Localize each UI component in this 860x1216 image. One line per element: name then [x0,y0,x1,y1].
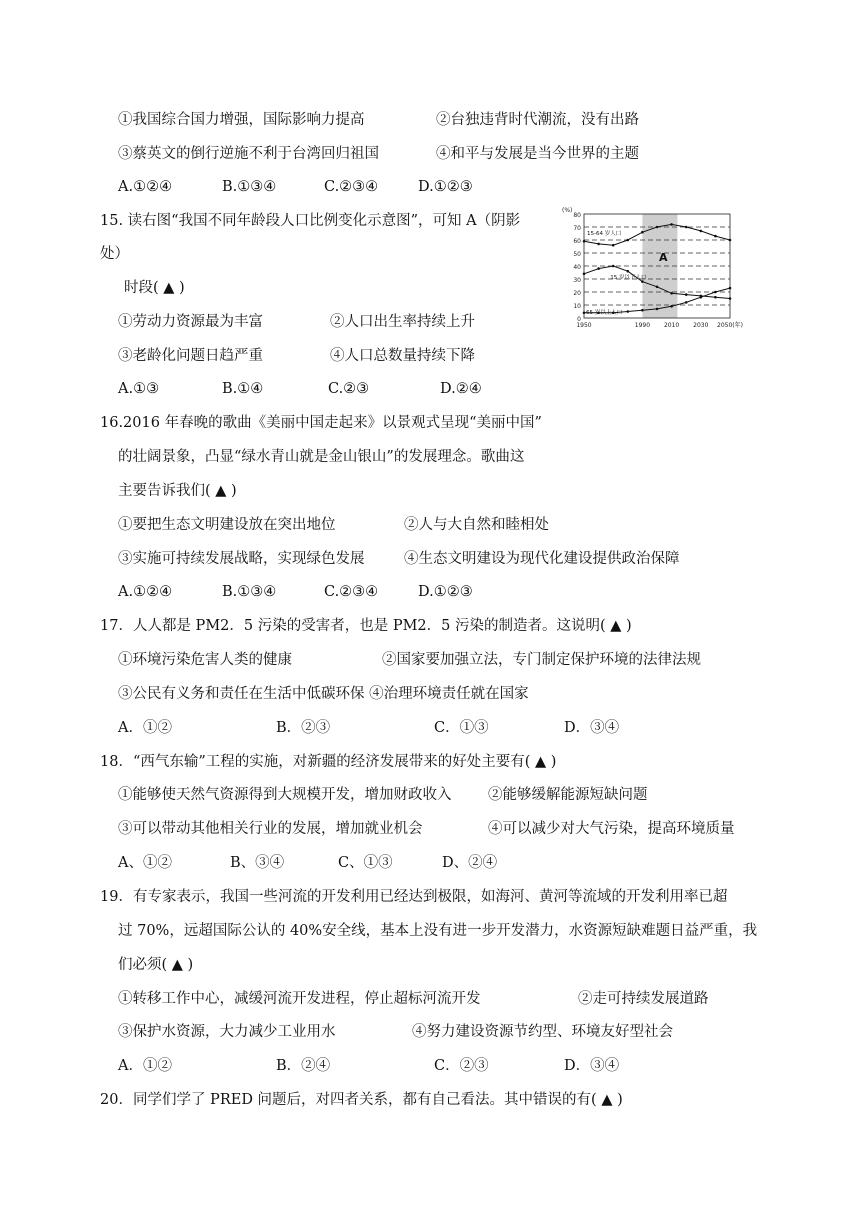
q14-option-3: ③蔡英文的倒行逆施不利于台湾回归祖国 [118,146,379,162]
series-label-over-65: 65 岁以上人口 [586,310,623,317]
q18-stem: 18．“西气东输”工程的实施，对新疆的经济发展带来的好处主要有( ▲ ) [100,754,557,770]
q15-choice-b: B.①④ [222,381,264,397]
q18-option-4: ④可以减少对大气污染，提高环境质量 [488,821,735,837]
q19-stem-end: 们必须( ▲ ) [118,957,194,973]
q16-option-2: ②人与大自然和睦相处 [404,517,549,533]
q19-option-4: ④努力建设资源节约型、环境友好型社会 [412,1024,673,1040]
q16-option-1: ①要把生态文明建设放在突出地位 [118,517,336,533]
series-point [641,309,644,312]
q17-option-1: ①环境污染危害人类的健康 [118,652,292,668]
x-tick-label: 1990 [634,322,651,329]
q16-option-3: ③实施可持续发展战略，实现绿色发展 [118,551,365,567]
shaded-label-a: A [659,250,668,264]
q17-choice-d: D．③④ [564,720,620,736]
q18-choice-b: B、③④ [230,855,285,871]
series-point [656,308,659,311]
series-point [729,297,732,300]
q19-option-1: ①转移工作中心，减缓河流开发进程，停止超标河流开发 [118,991,481,1007]
q17-choice-a: A．①② [118,720,172,736]
y-tick-label: 10 [573,303,581,310]
series-point [656,226,659,229]
y-axis-label: (%) [562,207,573,214]
q15-choice-a: A.①③ [118,381,160,397]
series-point [700,296,703,299]
series-point [729,239,732,242]
series-point [583,312,586,315]
q18-option-3: ③可以带动其他相关行业的发展，增加就业机会 [118,821,423,837]
y-tick-label: 70 [573,225,581,232]
q19-choice-d: D．③④ [564,1058,620,1074]
series-point [627,239,630,242]
x-tick-label: 1950 [576,322,592,329]
q18-option-1: ①能够使天然气资源得到大规模开发，增加财政收入 [118,787,452,803]
q19-option-2: ②走可持续发展道路 [578,991,709,1007]
series-point [583,240,586,243]
q14-choice-c: C.②③④ [324,179,379,195]
q15-option-1: ①劳动力资源最为丰富 [118,314,263,330]
q14-choice-b: B.①③④ [222,179,277,195]
q16-choice-c: C.②③④ [324,584,379,600]
q16-option-4: ④生态文明建设为现代化建设提供政治保障 [404,551,680,567]
series-point [729,287,732,290]
q17-stem: 17．人人都是 PM2．5 污染的受害者，也是 PM2．5 污染的制造者。这说明( ▲ ) [100,618,632,634]
series-label-15-64: 15-64 岁人口 [587,230,622,237]
series-point [670,305,673,308]
q14-option-1: ①我国综合国力增强，国际影响力提高 [118,112,365,128]
y-tick-label: 40 [573,264,581,271]
q15-choice-c: C.②③ [328,381,370,397]
series-point [685,226,688,229]
q15-stem: 15. 读右图“我国不同年龄段人口比例变化示意图”，可知 A（阴影 [100,213,521,229]
q15-stem-end: 时段( ▲ ) [124,280,185,296]
q19-choice-a: A．①② [118,1058,172,1074]
series-point [627,270,630,273]
q15-option-4: ④人口总数量持续下降 [330,348,475,364]
q17-choice-b: B．②③ [276,720,331,736]
q16-choice-a: A.①②④ [118,584,173,600]
q14-option-4: ④和平与发展是当今世界的主题 [436,146,639,162]
q17-option-3-4: ③公民有义务和责任在生活中低碳环保 ④治理环境责任就在国家 [118,686,529,702]
y-tick-label: 50 [573,251,581,258]
series-point [612,244,615,247]
x-tick-label: 2010 [663,322,680,329]
series-point [685,301,688,304]
x-tick-label: 2050(年) [717,322,743,329]
series-point [714,235,717,238]
y-tick-label: 30 [573,277,581,284]
series-point [685,293,688,296]
q19-stem: 19．有专家表示，我国一些河流的开发利用已经达到极限，如海河、黄河等流域的开发利用率已超 [100,889,728,905]
series-point [597,243,600,246]
series-point [583,273,586,276]
series-label-under-15: 15 岁以下人口 [610,275,647,281]
q18-choice-d: D、②④ [442,855,498,871]
q18-option-2: ②能够缓解能源短缺问题 [488,787,648,803]
q14-choice-a: A.①②④ [118,179,173,195]
y-tick-label: 20 [573,290,581,297]
series-point [714,291,717,294]
series-point [700,230,703,233]
q14-option-2: ②台独违背时代潮流，没有出路 [436,112,639,128]
series-point [612,265,615,268]
series-point [714,296,717,299]
q15-option-2: ②人口出生率持续上升 [330,314,475,330]
q19-choice-c: C．②③ [434,1058,489,1074]
y-tick-label: 80 [573,212,581,219]
q18-choice-c: C、①③ [338,855,393,871]
q17-choice-c: C．①③ [434,720,489,736]
y-tick-label: 60 [573,238,581,245]
series-point [597,267,600,270]
series-point [656,286,659,289]
q19-option-3: ③保护水资源，大力减少工业用水 [118,1024,336,1040]
q16-stem-cont: 的壮阔景象，凸显“绿水青山就是金山银山”的发展理念。歌曲这 [118,449,525,465]
population-ratio-chart [560,204,856,332]
q17-option-2: ②国家要加强立法，专门制定保护环境的法律法规 [382,652,701,668]
q14-choice-d: D.①②③ [418,179,473,195]
q16-choice-d: D.①②③ [418,584,473,600]
q15-option-3: ③老龄化问题日趋严重 [118,348,263,364]
q16-stem-end: 主要告诉我们( ▲ ) [118,483,237,499]
series-point [641,231,644,234]
q19-stem-cont: 过 70%，远超国际公认的 40%安全线，基本上没有进一步开发潜力，水资源短缺难题日益严重，我 [118,923,758,939]
q16-choice-b: B.①③④ [222,584,277,600]
q15-stem-cont: 处） [100,246,129,262]
q19-choice-b: B．②④ [276,1058,331,1074]
series-point [670,292,673,295]
q18-choice-a: A、①② [118,855,172,871]
x-tick-label: 2030 [693,322,709,329]
q16-stem: 16.2016 年春晚的歌曲《美丽中国走起来》以景观式呈现“美丽中国” [100,415,542,431]
q20-stem: 20．同学们学了 PRED 问题后，对四者关系，都有自己看法。其中错误的有( ▲ ) [100,1092,623,1108]
series-point [627,310,630,313]
series-point [670,223,673,226]
q15-choice-d: D.②④ [440,381,482,397]
y-tick-label: 0 [577,316,581,323]
